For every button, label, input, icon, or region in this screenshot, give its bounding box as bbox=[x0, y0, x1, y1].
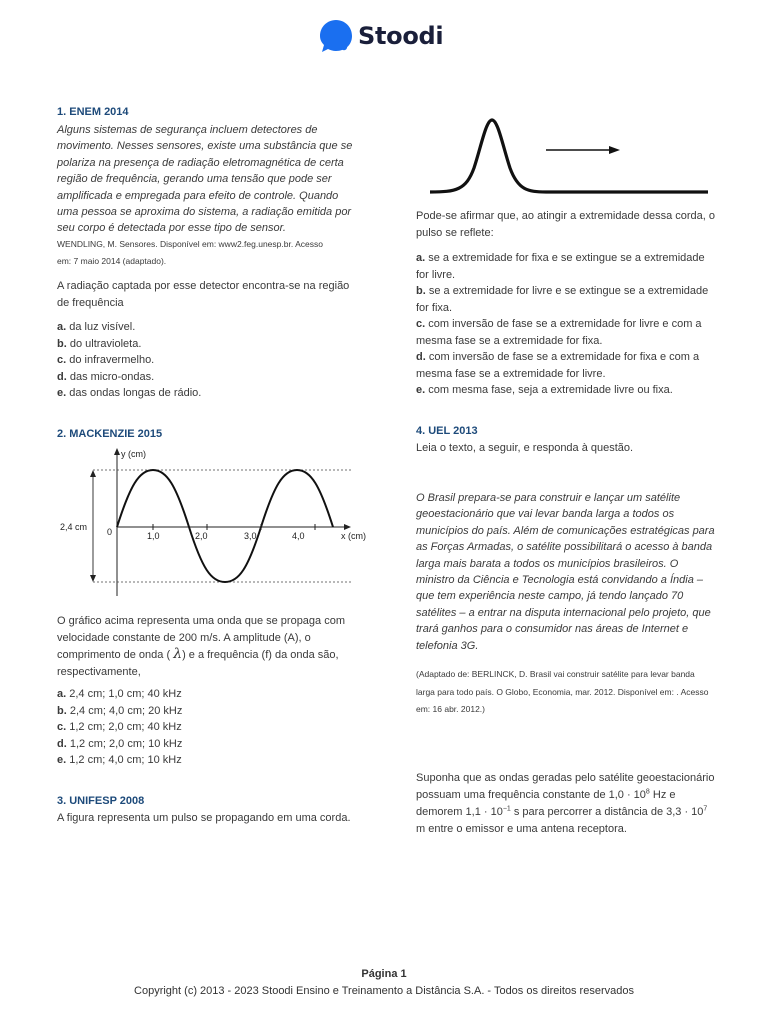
q4-source bbox=[416, 666, 738, 719]
q1-source bbox=[57, 236, 377, 269]
q3-intro: A figura representa um pulso se propagando em uma corda. bbox=[57, 812, 351, 824]
q1-option-b[interactable]: b. do ultravioleta. bbox=[57, 337, 142, 350]
q1-line: região de frequência, gerando uma tensão que pode ser bbox=[57, 173, 332, 186]
q3-option-e[interactable]: e. com mesma fase, seja a extremidade livre ou fixa. bbox=[416, 384, 673, 396]
q1-option-e[interactable]: e. das ondas longas de rádio. bbox=[57, 387, 202, 399]
q3-question-line: pulso se reflete: bbox=[416, 227, 494, 239]
q4-line: O Brasil prepara-se para construir e lançar um satélite bbox=[416, 492, 681, 504]
q1-option-d[interactable]: d. das micro-ondas. bbox=[57, 370, 155, 383]
q4-line: as Forças Armadas, o satélite possibilitará o acesso à banda bbox=[416, 541, 713, 554]
q4-line: ministro da Ciência e Tecnologia está convidando a Índia – bbox=[416, 574, 703, 587]
q1-line: uma pessoa se aproxima do sistema, a radiação emitida por bbox=[57, 206, 352, 219]
q4-text bbox=[416, 490, 738, 654]
tick-label: 3,0 bbox=[244, 531, 257, 541]
y-axis-arrow bbox=[114, 448, 120, 455]
q4-question-line: possuam uma frequência constante de $1,0 \cdot 10^8$ Hz e bbox=[416, 788, 676, 801]
q4-source-line: em: 16 abr. 2012.) bbox=[416, 704, 485, 714]
q1-line: Alguns sistemas de segurança incluem detectores de bbox=[57, 124, 318, 136]
q4-line: satélites – a entrar na disputa internacional pelo projeto, que bbox=[416, 606, 711, 619]
q2-options bbox=[57, 686, 377, 769]
q1-option-c[interactable]: c. do infravermelho. bbox=[57, 354, 155, 366]
copyright: Copyright (c) 2013 - 2023 Stoodi Ensino e Treinamento a Distância S.A. - Todos os direitos reservados bbox=[134, 985, 634, 997]
logo-bubble-icon bbox=[318, 18, 354, 54]
x-axis-arrow bbox=[344, 524, 351, 530]
q2-option-e[interactable]: e. 1,2 cm; 4,0 cm; 10 kHz bbox=[57, 754, 182, 766]
q3-title: 3. UNIFESP 2008 bbox=[57, 795, 145, 807]
q4-question bbox=[416, 770, 738, 838]
q2-option-c[interactable]: c. 1,2 cm; 2,0 cm; 40 kHz bbox=[57, 721, 182, 733]
tick-label: 2,0 bbox=[195, 531, 208, 541]
q4-line: geoestacionário que vai levar banda larga a todos os bbox=[416, 508, 675, 521]
q1-source-line: WENDLING, M. Sensores. Disponível em: www2.feg.unesp.br. Acesso bbox=[57, 239, 323, 249]
tick-label: 4,0 bbox=[292, 531, 305, 541]
q2-wave-graph bbox=[57, 446, 372, 611]
q1-line: seu corpo é detectada por esse tipo de sensor. bbox=[57, 222, 286, 235]
origin-label: 0 bbox=[107, 527, 113, 537]
q4-title: 4. UEL 2013 bbox=[416, 425, 478, 437]
x-axis-label: x (cm) bbox=[341, 531, 366, 541]
amplitude-label: 2,4 cm bbox=[60, 522, 88, 532]
q1-option-a[interactable]: a. da luz visível. bbox=[57, 321, 136, 333]
q3-option-d[interactable]: d. com inversão de fase se a extremidade for fixa e com a mesma fase se a extremidade for livre. bbox=[416, 351, 700, 380]
q4-line: larga mais barata a todos os municípios brasileiros. O bbox=[416, 557, 679, 570]
q3-option-a[interactable]: a. se a extremidade for fixa e se extingue se a extremidade for livre. bbox=[416, 252, 705, 281]
q2-option-d[interactable]: d. 1,2 cm; 2,0 cm; 10 kHz bbox=[57, 737, 183, 750]
q1-line: polariza na presença de radiação eletromagnética de certa bbox=[57, 156, 344, 169]
q4-line: trará ganhos para o consumidor nas áreas de Internet e bbox=[416, 623, 689, 636]
q3-option-c[interactable]: c. com inversão de fase se a extremidade for livre e com a mesma fase se a extremidade for fixa. bbox=[416, 318, 702, 347]
q2-option-b[interactable]: b. 2,4 cm; 4,0 cm; 20 kHz bbox=[57, 704, 183, 717]
q4-line: municípios do país. Além de comunicações estratégicas para bbox=[416, 524, 715, 537]
q2-title: 2. MACKENZIE 2015 bbox=[57, 428, 163, 440]
q1-question bbox=[57, 278, 377, 312]
q2-line: velocidade constante de 200 m/s. A amplitude (A), o bbox=[57, 631, 311, 644]
page-number: Página 1 bbox=[361, 968, 407, 980]
q4-question-line: Suponha que as ondas geradas pelo satélite geoestacionário bbox=[416, 772, 715, 784]
q2-option-a[interactable]: a. 2,4 cm; 1,0 cm; 40 kHz bbox=[57, 688, 182, 700]
q1-question-line: A radiação captada por esse detector encontra-se na região bbox=[57, 280, 350, 292]
q2-text bbox=[57, 613, 377, 680]
q3-question bbox=[416, 208, 738, 242]
y-axis-label: y (cm) bbox=[121, 449, 146, 459]
q4-question-line: demorem $1,1 \cdot 10^{-1}$ s para percorrer a distância de $3,3 \cdot 10^7$ bbox=[416, 805, 708, 818]
q3-option-b[interactable]: b. se a extremidade for livre e se extingue se a extremidade for fixa. bbox=[416, 285, 709, 314]
q4-line: telefonia 3G. bbox=[416, 639, 479, 652]
q3-options bbox=[416, 250, 738, 399]
stoodi-logo bbox=[318, 16, 458, 56]
q4-question-line: m entre o emissor e uma antena receptora. bbox=[416, 823, 627, 835]
q4-source-line: larga para todo país. O Globo, Economia, mar. 2012. Disponível em: . Acesso bbox=[416, 686, 709, 697]
q2-line: O gráfico acima representa uma onda que se propaga com bbox=[57, 615, 345, 627]
q1-source-line: em: 7 maio 2014 (adaptado). bbox=[57, 255, 167, 266]
q2-line: comprimento de onda ( λ) e a frequência (f) da onda são, bbox=[57, 646, 339, 662]
q4-line: que tem experiência neste campo, já tendo lançado 70 bbox=[416, 590, 684, 603]
q1-title: 1. ENEM 2014 bbox=[57, 106, 129, 118]
q1-question-line: de frequência bbox=[57, 297, 124, 309]
q1-options bbox=[57, 319, 377, 402]
q4-intro: Leia o texto, a seguir, e responda à questão. bbox=[416, 442, 634, 454]
q1-line: amplificada e empregada para efeito de controle. Quando bbox=[57, 189, 339, 202]
logo-text: Stoodi bbox=[358, 22, 444, 50]
q3-question-line: Pode-se afirmar que, ao atingir a extremidade dessa corda, o bbox=[416, 210, 715, 222]
q4-source-line: (Adaptado de: BERLINCK, D. Brasil vai construir satélite para levar banda bbox=[416, 669, 695, 679]
wave-curve bbox=[117, 470, 333, 582]
q1-text bbox=[57, 122, 377, 237]
q2-line: respectivamente, bbox=[57, 665, 141, 678]
q1-line: movimento. Nesses sensores, existe uma substância que se bbox=[57, 140, 353, 153]
q3-pulse-figure bbox=[426, 112, 716, 198]
pulse-curve bbox=[430, 120, 708, 192]
tick-label: 1,0 bbox=[147, 531, 160, 541]
lambda-symbol: λ bbox=[173, 646, 183, 662]
